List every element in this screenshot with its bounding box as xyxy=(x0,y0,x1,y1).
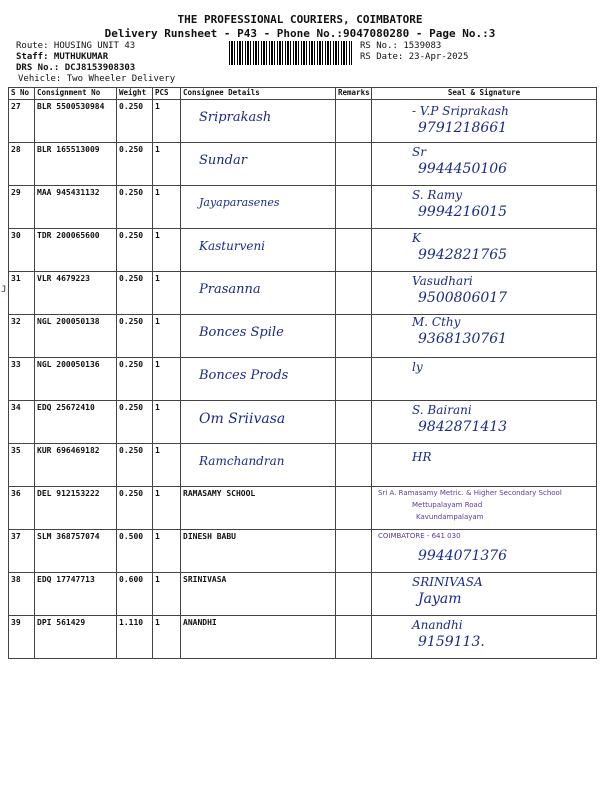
company-title: THE PROFESSIONAL COURIERS, COIMBATORE xyxy=(177,13,423,26)
consignee-handwritten: Om Sriivasa xyxy=(199,411,286,427)
table-row xyxy=(9,358,597,401)
table-row xyxy=(9,229,597,272)
table-row xyxy=(9,186,597,229)
consignee-handwritten: Prasanna xyxy=(199,282,261,297)
consignee-printed: ANANDHI xyxy=(183,618,217,627)
cell-remarks xyxy=(336,573,372,616)
cell-seal-signature xyxy=(372,100,597,143)
signature-name: S. Ramy xyxy=(412,188,463,202)
signature-phone: Mettupalayam Road xyxy=(412,501,483,509)
cell-remarks xyxy=(336,616,372,659)
drs-label: DRS No.: DCJ8153908303 xyxy=(16,63,136,73)
cell-pcs: 1 xyxy=(153,186,181,229)
rs-date: RS Date: 23-Apr-2025 xyxy=(360,52,469,62)
cell-consignment: NGL 200050136 xyxy=(35,358,117,401)
cell-sno: 30 xyxy=(9,229,35,272)
cell-seal-signature xyxy=(372,315,597,358)
cell-sno: 28 xyxy=(9,143,35,186)
cell-consignment: BLR 165513009 xyxy=(35,143,117,186)
consignee-handwritten: Jayaparasenes xyxy=(199,196,280,209)
cell-pcs: 1 xyxy=(153,272,181,315)
table-row xyxy=(9,315,597,358)
cell-weight: 0.250 xyxy=(117,444,153,487)
cell-consignee xyxy=(181,186,336,229)
barcode xyxy=(229,41,352,65)
col-sno: S No xyxy=(9,88,35,100)
cell-remarks xyxy=(336,315,372,358)
signature-name: Sr xyxy=(412,145,426,159)
col-pcs: PCS xyxy=(153,88,181,100)
cell-seal-signature xyxy=(372,358,597,401)
table-row xyxy=(9,444,597,487)
col-consignee: Consignee Details xyxy=(181,88,336,100)
cell-weight: 0.250 xyxy=(117,487,153,530)
cell-sno: 34 xyxy=(9,401,35,444)
cell-seal-signature xyxy=(372,487,597,530)
signature-name: SRINIVASA xyxy=(412,575,483,589)
cell-sno: 39 xyxy=(9,616,35,659)
cell-weight: 0.250 xyxy=(117,229,153,272)
cell-seal-signature xyxy=(372,530,597,573)
cell-sno: 35 xyxy=(9,444,35,487)
col-remarks: Remarks xyxy=(336,88,372,100)
col-consignment: Consignment No xyxy=(35,88,117,100)
cell-remarks xyxy=(336,487,372,530)
signature-name: COIMBATORE - 641 030 xyxy=(378,532,461,540)
signature-phone: 9368130761 xyxy=(418,331,508,347)
cell-pcs: 1 xyxy=(153,143,181,186)
cell-sno: 32 xyxy=(9,315,35,358)
signature-name: Vasudhari xyxy=(412,274,473,288)
cell-sno: 38 xyxy=(9,573,35,616)
consignee-handwritten: Sundar xyxy=(199,153,247,168)
cell-sno: 36 xyxy=(9,487,35,530)
cell-seal-signature xyxy=(372,143,597,186)
cell-seal-signature xyxy=(372,444,597,487)
col-seal-signature: Seal & Signature xyxy=(372,88,597,100)
cell-pcs: 1 xyxy=(153,616,181,659)
signature-name: K xyxy=(412,231,421,245)
cell-pcs: 1 xyxy=(153,401,181,444)
cell-remarks xyxy=(336,530,372,573)
cell-consignment: DPI 561429 xyxy=(35,616,117,659)
cell-pcs: 1 xyxy=(153,573,181,616)
margin-mark: J xyxy=(1,285,7,295)
stamp-line: Kavundampalayam xyxy=(416,513,484,521)
table-row xyxy=(9,401,597,444)
cell-consignee xyxy=(181,530,336,573)
col-weight: Weight xyxy=(117,88,153,100)
cell-weight: 0.250 xyxy=(117,272,153,315)
cell-remarks xyxy=(336,272,372,315)
rs-number: RS No.: 1539083 xyxy=(360,41,442,51)
cell-consignment: VLR 4679223 xyxy=(35,272,117,315)
consignee-handwritten: Bonces Spile xyxy=(199,325,284,340)
signature-phone: Jayam xyxy=(418,591,462,607)
cell-pcs: 1 xyxy=(153,444,181,487)
consignee-handwritten: Bonces Prods xyxy=(199,368,289,383)
cell-consignment: EDQ 25672410 xyxy=(35,401,117,444)
cell-seal-signature xyxy=(372,573,597,616)
cell-consignment: MAA 945431132 xyxy=(35,186,117,229)
cell-seal-signature xyxy=(372,401,597,444)
signature-name: M. Cthy xyxy=(412,315,461,329)
cell-pcs: 1 xyxy=(153,315,181,358)
cell-weight: 0.250 xyxy=(117,315,153,358)
cell-seal-signature xyxy=(372,186,597,229)
signature-phone: 9942821765 xyxy=(418,247,508,263)
cell-weight: 0.250 xyxy=(117,358,153,401)
table-row xyxy=(9,143,597,186)
cell-weight: 0.600 xyxy=(117,573,153,616)
cell-consignee xyxy=(181,272,336,315)
table-row xyxy=(9,100,597,143)
cell-pcs: 1 xyxy=(153,487,181,530)
cell-weight: 0.250 xyxy=(117,100,153,143)
cell-pcs: 1 xyxy=(153,530,181,573)
signature-phone: 9944450106 xyxy=(418,161,508,177)
cell-consignment: EDQ 17747713 xyxy=(35,573,117,616)
cell-seal-signature xyxy=(372,272,597,315)
table-row xyxy=(9,487,597,530)
signature-phone: 9500806017 xyxy=(418,290,508,306)
cell-remarks xyxy=(336,444,372,487)
consignee-handwritten: Ramchandran xyxy=(199,454,285,468)
cell-consignee xyxy=(181,358,336,401)
cell-consignee xyxy=(181,487,336,530)
cell-pcs: 1 xyxy=(153,229,181,272)
cell-weight: 0.500 xyxy=(117,530,153,573)
cell-weight: 1.110 xyxy=(117,616,153,659)
staff-label: Staff: MUTHUKUMAR xyxy=(16,52,109,62)
signature-phone: 9944071376 xyxy=(418,548,508,564)
table-row xyxy=(9,573,597,616)
table-row xyxy=(9,616,597,659)
cell-consignment: KUR 696469182 xyxy=(35,444,117,487)
cell-sno: 29 xyxy=(9,186,35,229)
signature-phone: 9791218661 xyxy=(418,120,508,136)
cell-consignee xyxy=(181,143,336,186)
cell-consignment: SLM 368757074 xyxy=(35,530,117,573)
cell-seal-signature xyxy=(372,616,597,659)
cell-consignee xyxy=(181,573,336,616)
runsheet-subtitle: Delivery Runsheet - P43 - Phone No.:9047080280 - Page No.:3 xyxy=(104,27,496,40)
cell-sno: 33 xyxy=(9,358,35,401)
cell-consignment: BLR 5500530984 xyxy=(35,100,117,143)
cell-pcs: 1 xyxy=(153,100,181,143)
cell-sno: 37 xyxy=(9,530,35,573)
table-row xyxy=(9,272,597,315)
cell-weight: 0.250 xyxy=(117,401,153,444)
cell-remarks xyxy=(336,358,372,401)
signature-name: HR xyxy=(412,450,432,464)
cell-weight: 0.250 xyxy=(117,186,153,229)
runsheet-table xyxy=(8,87,597,659)
cell-remarks xyxy=(336,401,372,444)
signature-phone: 9159113. xyxy=(418,634,485,650)
consignee-handwritten: Kasturveni xyxy=(199,239,266,253)
cell-remarks xyxy=(336,100,372,143)
cell-remarks xyxy=(336,186,372,229)
cell-sno: 27 xyxy=(9,100,35,143)
table-row xyxy=(9,530,597,573)
signature-phone: 9842871413 xyxy=(418,419,508,435)
cell-remarks xyxy=(336,143,372,186)
cell-remarks xyxy=(336,229,372,272)
cell-sno: 31 xyxy=(9,272,35,315)
cell-consignment: DEL 912153222 xyxy=(35,487,117,530)
cell-consignment: TDR 200065600 xyxy=(35,229,117,272)
cell-consignee xyxy=(181,401,336,444)
route-label: Route: HOUSING UNIT 43 xyxy=(16,41,136,51)
cell-consignment: NGL 200050138 xyxy=(35,315,117,358)
signature-name: ly xyxy=(412,360,423,374)
signature-phone: 9994216015 xyxy=(418,204,508,220)
signature-name: - V.P Sriprakash xyxy=(412,104,509,118)
consignee-handwritten: Sriprakash xyxy=(199,110,272,125)
signature-name: Anandhi xyxy=(412,618,463,632)
cell-consignee xyxy=(181,315,336,358)
vehicle-label: Vehicle: Two Wheeler Delivery xyxy=(18,74,176,84)
table-header-row xyxy=(9,88,597,100)
cell-consignee xyxy=(181,616,336,659)
consignee-printed: RAMASAMY SCHOOL xyxy=(183,489,256,498)
cell-consignee xyxy=(181,100,336,143)
signature-name: Sri A. Ramasamy Metric. & Higher Secondary School xyxy=(378,489,562,497)
cell-pcs: 1 xyxy=(153,358,181,401)
cell-seal-signature xyxy=(372,229,597,272)
cell-consignee xyxy=(181,229,336,272)
cell-consignee xyxy=(181,444,336,487)
cell-weight: 0.250 xyxy=(117,143,153,186)
signature-name: S. Bairani xyxy=(412,403,472,417)
consignee-printed: DINESH BABU xyxy=(183,532,236,541)
consignee-printed: SRINIVASA xyxy=(183,575,227,584)
